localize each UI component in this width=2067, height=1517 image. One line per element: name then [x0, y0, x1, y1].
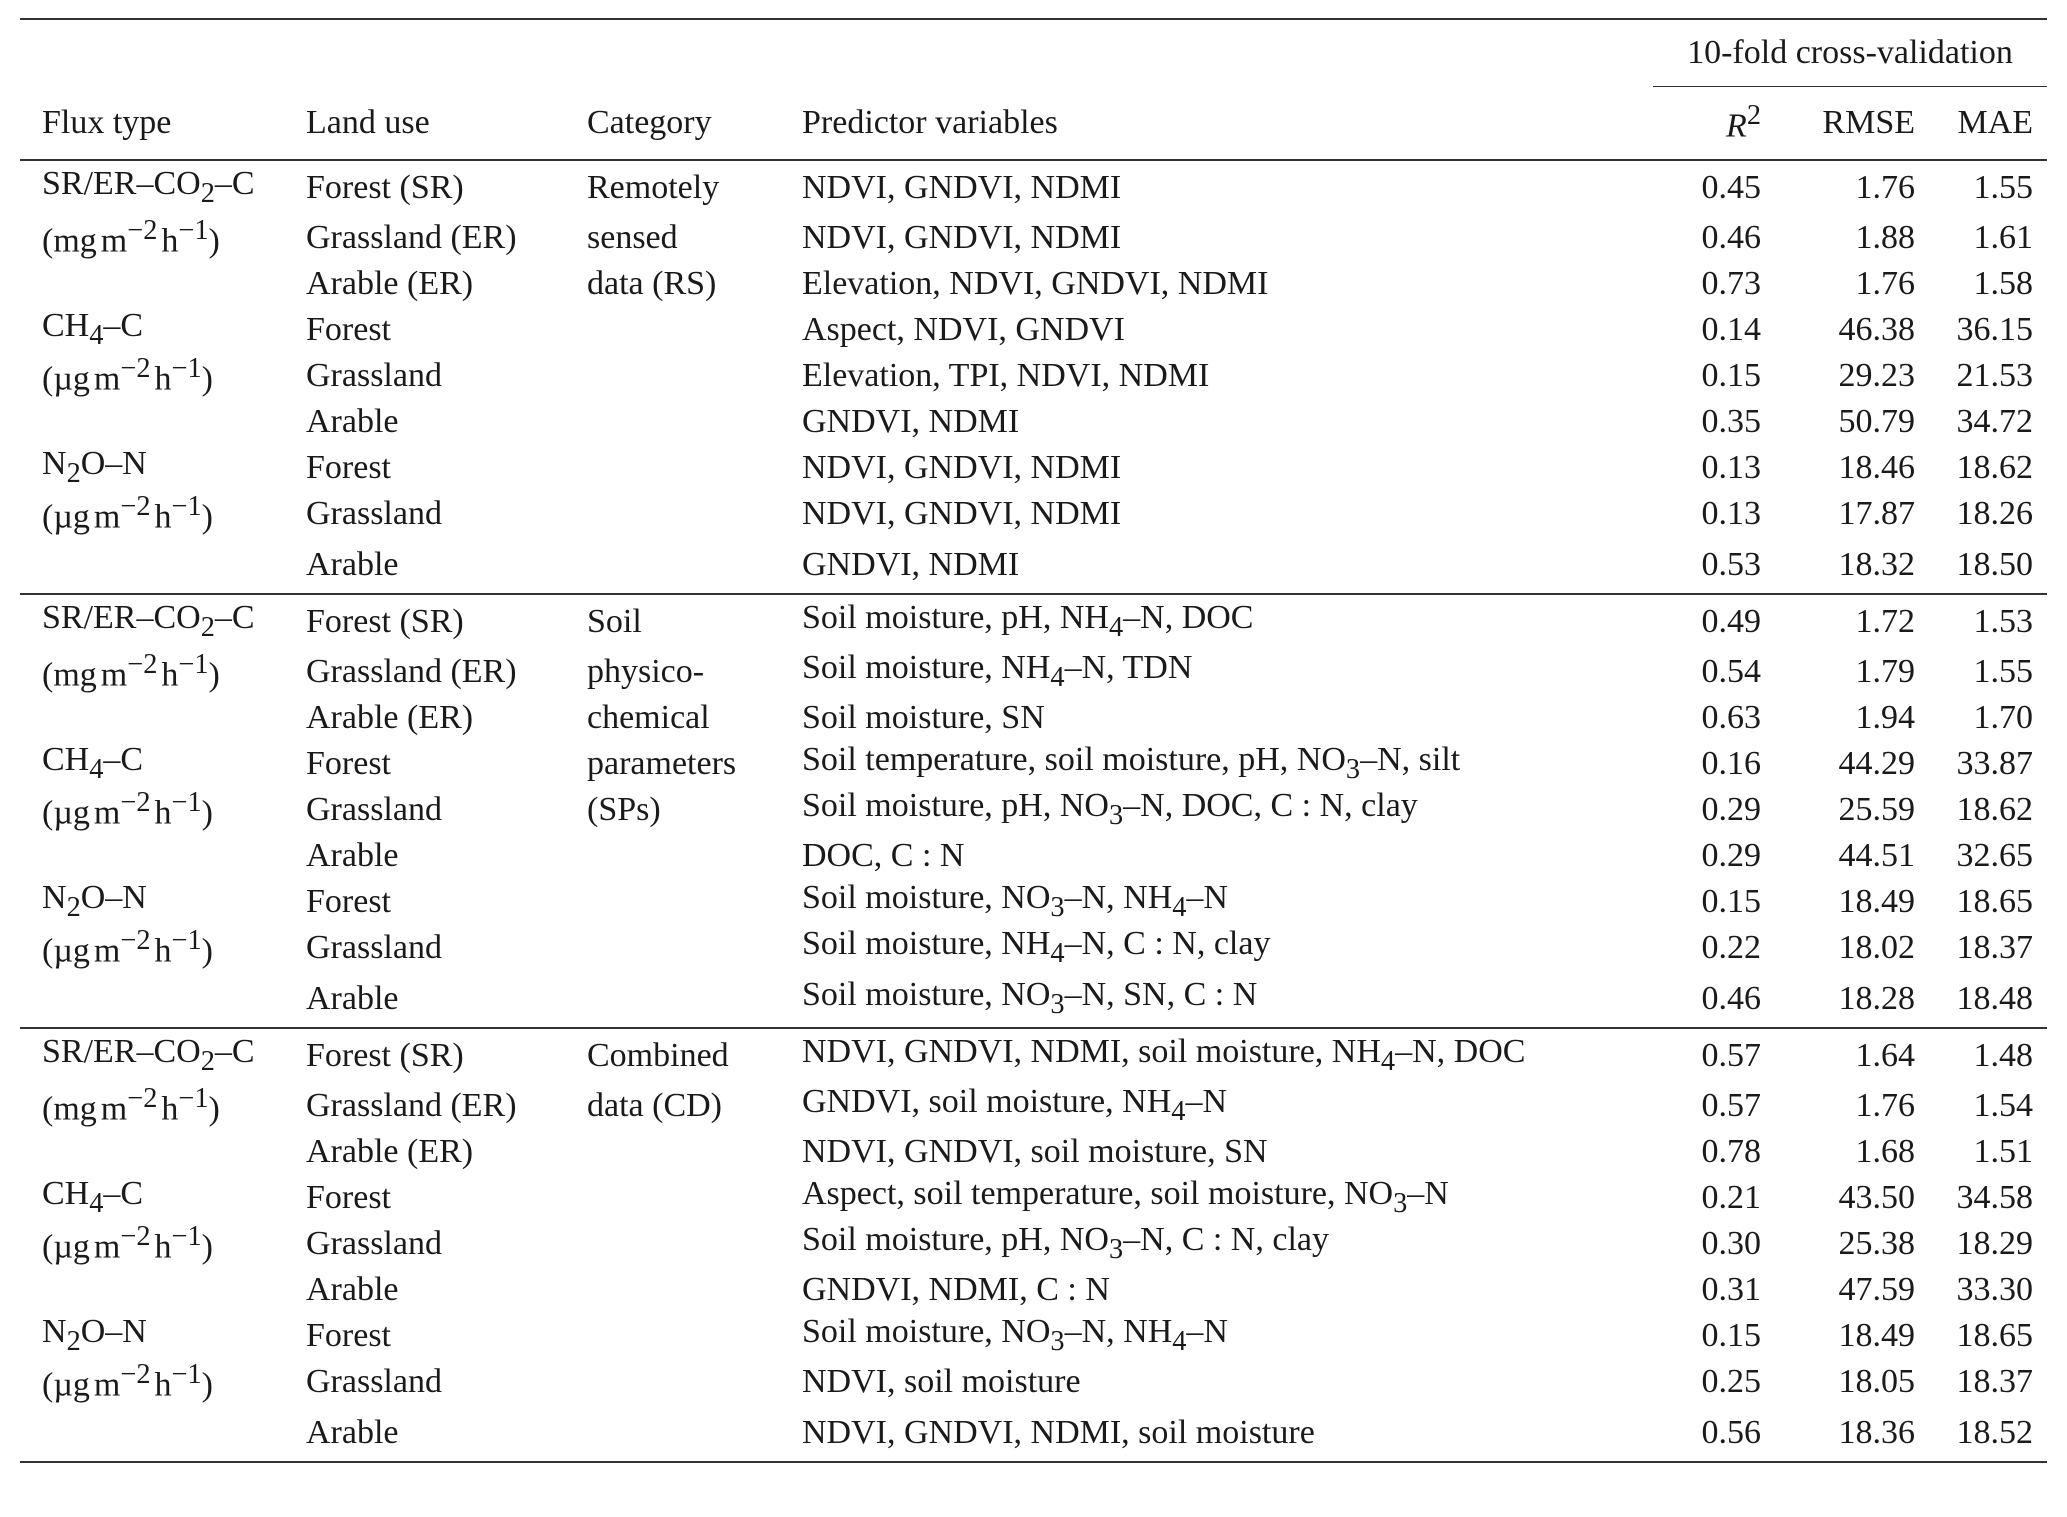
- table-row: [20, 215, 2047, 261]
- table-row: [20, 353, 2047, 399]
- predictor-cell: Soil moisture, $NO_3-N$, $NH_4-N$: [802, 879, 1228, 924]
- r2-cell: 0.13: [1701, 495, 1761, 532]
- rmse-cell: 46.38: [1838, 311, 1915, 348]
- flux-type-ch4: $CH_4-C$: [42, 741, 144, 786]
- table-row: [20, 787, 2047, 833]
- flux-type-ch4: $CH_4-C$: [42, 1175, 144, 1220]
- land-use-cell: Forest: [306, 311, 391, 348]
- flux-type-ch4: $CH_4-C$: [42, 307, 144, 352]
- r2-cell: 0.29: [1701, 837, 1761, 874]
- table-row: [20, 261, 2047, 307]
- r2-cell: 0.30: [1701, 1225, 1761, 1262]
- col-header-predictors: Predictor variables: [802, 103, 1058, 141]
- mae-cell: 1.53: [1915, 594, 2047, 649]
- rmse-cell: 18.02: [1838, 929, 1915, 966]
- table-row: [20, 1267, 2047, 1313]
- r2-cell: 0.22: [1701, 929, 1761, 966]
- category-cell: data (CD): [587, 1087, 723, 1124]
- predictor-cell: Soil temperature, soil moisture, pH, $NO_3-N$, silt: [802, 741, 1461, 786]
- predictor-cell: GNDVI, NDMI: [802, 403, 1020, 440]
- mae-cell: 34.72: [1956, 403, 2033, 440]
- flux-unit-ug: (µg $m^{-2}$ $h^{-1}$): [42, 353, 213, 398]
- predictor-cell: NDVI, GNDVI, NDMI: [802, 160, 1653, 215]
- r2-cell: 0.15: [1701, 883, 1761, 920]
- rmse-cell: 44.29: [1838, 745, 1915, 782]
- rmse-cell: 1.72: [1761, 594, 1915, 649]
- land-use-cell: Arable: [306, 1271, 399, 1308]
- col-header-land-use: Land use: [306, 103, 430, 141]
- rmse-cell: 50.79: [1838, 403, 1915, 440]
- cv-group-header: 10-fold cross-validation: [1653, 20, 2047, 87]
- table-row: [20, 537, 2047, 594]
- flux-unit-ug: (µg $m^{-2}$ $h^{-1}$): [42, 491, 213, 536]
- flux-unit-ug: (µg $m^{-2}$ $h^{-1}$): [42, 925, 213, 970]
- r2-cell: 0.45: [1653, 160, 1761, 215]
- category-cell: parameters: [587, 745, 737, 782]
- table-row: [20, 445, 2047, 491]
- col-header-flux-type: Flux type: [42, 103, 172, 141]
- r2-cell: 0.57: [1701, 1087, 1761, 1124]
- rmse-cell: 18.49: [1838, 1317, 1915, 1354]
- r2-cell: 0.16: [1701, 745, 1761, 782]
- results-table: [20, 18, 2047, 1463]
- mae-cell: 1.48: [1915, 1028, 2047, 1083]
- mae-cell: 1.55: [1915, 160, 2047, 215]
- rmse-cell: 1.68: [1855, 1133, 1915, 1170]
- mae-cell: 1.61: [1973, 219, 2033, 256]
- land-use-cell: Forest: [306, 1317, 391, 1354]
- r2-cell: 0.15: [1701, 1317, 1761, 1354]
- r2-cell: 0.46: [1701, 980, 1761, 1017]
- mae-cell: 18.37: [1956, 929, 2033, 966]
- r2-cell: 0.29: [1701, 791, 1761, 828]
- rmse-cell: 1.64: [1761, 1028, 1915, 1083]
- category-cell: chemical: [587, 699, 710, 736]
- rmse-cell: 47.59: [1838, 1271, 1915, 1308]
- land-use-cell: Forest: [306, 745, 391, 782]
- r2-cell: 0.25: [1701, 1363, 1761, 1400]
- category-cell: Remotely: [587, 160, 802, 215]
- table-row: [20, 1028, 2047, 1083]
- flux-unit-ug: (µg $m^{-2}$ $h^{-1}$): [42, 1359, 213, 1404]
- r2-cell: 0.63: [1701, 699, 1761, 736]
- mae-cell: 1.58: [1973, 265, 2033, 302]
- rmse-cell: 18.32: [1838, 546, 1915, 583]
- r2-cell: 0.35: [1701, 403, 1761, 440]
- rmse-cell: 44.51: [1838, 837, 1915, 874]
- mae-cell: 18.65: [1956, 1317, 2033, 1354]
- mae-cell: 1.55: [1973, 653, 2033, 690]
- predictor-cell: Soil moisture, $NO_3-N$, $NH_4-N$: [802, 1313, 1228, 1358]
- r2-cell: 0.21: [1701, 1179, 1761, 1216]
- table-row: [20, 1129, 2047, 1175]
- mae-cell: 33.87: [1956, 745, 2033, 782]
- land-use-cell: Forest: [306, 883, 391, 920]
- r2-cell: 0.49: [1653, 594, 1761, 649]
- land-use-cell: Grassland (ER): [306, 1087, 517, 1124]
- land-use-cell: Grassland: [306, 357, 442, 394]
- rmse-cell: 18.49: [1838, 883, 1915, 920]
- predictor-cell: Aspect, soil temperature, soil moisture, $NO_3-N$: [802, 1175, 1449, 1220]
- mae-cell: 1.51: [1973, 1133, 2033, 1170]
- predictor-cell: Soil moisture, pH, $NH_4-N$, DOC: [802, 594, 1653, 649]
- predictor-cell: Elevation, TPI, NDVI, NDMI: [802, 357, 1210, 394]
- predictor-cell: DOC, C : N: [802, 837, 965, 874]
- flux-unit-ug: (µg $m^{-2}$ $h^{-1}$): [42, 787, 213, 832]
- mae-cell: 18.62: [1956, 449, 2033, 486]
- rmse-cell: 17.87: [1838, 495, 1915, 532]
- rmse-cell: 1.76: [1855, 1087, 1915, 1124]
- r2-cell: 0.14: [1701, 311, 1761, 348]
- category-cell: Combined: [587, 1028, 802, 1083]
- land-use-cell: Arable: [306, 980, 399, 1017]
- land-use-cell: Grassland: [306, 495, 442, 532]
- category-cell: (SPs): [587, 791, 661, 828]
- category-cell: data (RS): [587, 265, 717, 302]
- table-row: [20, 491, 2047, 537]
- land-use-cell: Grassland (ER): [306, 653, 517, 690]
- mae-cell: 18.37: [1956, 1363, 2033, 1400]
- predictor-cell: NDVI, GNDVI, NDMI: [802, 219, 1122, 256]
- table-row: [20, 1221, 2047, 1267]
- table-row: [20, 1175, 2047, 1221]
- category-cell: physico-: [587, 653, 705, 690]
- land-use-cell: Grassland: [306, 1363, 442, 1400]
- flux-type-n2o: $N_2O-N$: [42, 879, 147, 924]
- r2-cell: 0.57: [1653, 1028, 1761, 1083]
- col-header-mae: MAE: [1957, 104, 2033, 141]
- predictor-cell: Soil moisture, $NH_4-N$, C : N, clay: [802, 925, 1271, 970]
- mae-cell: 21.53: [1956, 357, 2033, 394]
- mae-cell: 18.48: [1956, 980, 2033, 1017]
- col-header-category: Category: [587, 103, 712, 141]
- table-row: [20, 1083, 2047, 1129]
- predictor-cell: GNDVI, NDMI, C : N: [802, 1271, 1110, 1308]
- land-use-cell: Forest (SR): [306, 160, 587, 215]
- rmse-cell: 29.23: [1838, 357, 1915, 394]
- predictor-cell: Elevation, NDVI, GNDVI, NDMI: [802, 265, 1269, 302]
- mae-cell: 1.54: [1973, 1087, 2033, 1124]
- rmse-cell: 25.59: [1838, 791, 1915, 828]
- category-cell: Soil: [587, 594, 802, 649]
- predictor-cell: Soil moisture, SN: [802, 699, 1045, 736]
- rmse-cell: 1.76: [1855, 265, 1915, 302]
- predictor-cell: GNDVI, soil moisture, $NH_4-N$: [802, 1083, 1227, 1128]
- mae-cell: 18.65: [1956, 883, 2033, 920]
- mae-cell: 18.52: [1915, 1405, 2047, 1462]
- r2-cell: 0.13: [1701, 449, 1761, 486]
- predictor-cell: NDVI, GNDVI, NDMI: [802, 449, 1122, 486]
- rmse-cell: 1.79: [1855, 653, 1915, 690]
- predictor-cell: Aspect, NDVI, GNDVI: [802, 311, 1125, 348]
- r2-cell: 0.73: [1701, 265, 1761, 302]
- land-use-cell: Arable (ER): [306, 1133, 474, 1170]
- table-row: [20, 833, 2047, 879]
- predictor-cell: NDVI, soil moisture: [802, 1363, 1081, 1400]
- table-row: [20, 307, 2047, 353]
- table-row: [20, 1359, 2047, 1405]
- rmse-cell: 18.05: [1838, 1363, 1915, 1400]
- land-use-cell: Grassland (ER): [306, 219, 517, 256]
- table-row: [20, 971, 2047, 1028]
- land-use-cell: Forest: [306, 1179, 391, 1216]
- table-row: [20, 399, 2047, 445]
- mae-cell: 18.26: [1956, 495, 2033, 532]
- table-row: [20, 594, 2047, 649]
- table-row: [20, 695, 2047, 741]
- predictor-cell: NDVI, GNDVI, soil moisture, SN: [802, 1133, 1268, 1170]
- predictor-cell: Soil moisture, $NH_4-N$, TDN: [802, 649, 1193, 694]
- predictor-cell: NDVI, GNDVI, NDMI, soil moisture, $NH_4-N$, DOC: [802, 1028, 1653, 1083]
- mae-cell: 32.65: [1956, 837, 2033, 874]
- mae-cell: 36.15: [1956, 311, 2033, 348]
- table-row: [20, 160, 2047, 215]
- rmse-cell: 25.38: [1838, 1225, 1915, 1262]
- land-use-cell: Arable: [306, 837, 399, 874]
- predictor-cell: Soil moisture, pH, $NO_3-N$, DOC, C : N, clay: [802, 787, 1418, 832]
- flux-unit-mg: (mg $m^{-2}$ $h^{-1}$): [42, 649, 220, 694]
- r2-cell: 0.78: [1701, 1133, 1761, 1170]
- flux-type-co2: $SR/ER-CO_2-C$: [20, 160, 306, 215]
- land-use-cell: Arable: [306, 546, 399, 583]
- mae-cell: 33.30: [1956, 1271, 2033, 1308]
- col-header-r2: $R^2$: [1726, 100, 1761, 145]
- land-use-cell: Arable (ER): [306, 265, 474, 302]
- land-use-cell: Forest (SR): [306, 1028, 587, 1083]
- mae-cell: 18.62: [1956, 791, 2033, 828]
- rmse-cell: 43.50: [1838, 1179, 1915, 1216]
- r2-cell: 0.31: [1701, 1271, 1761, 1308]
- rmse-cell: 18.36: [1761, 1405, 1915, 1462]
- flux-type-n2o: $N_2O-N$: [42, 1313, 147, 1358]
- predictor-cell: Soil moisture, $NO_3-N$, SN, C : N: [802, 976, 1258, 1021]
- flux-type-co2: $SR/ER-CO_2-C$: [20, 594, 306, 649]
- flux-unit-mg: (mg $m^{-2}$ $h^{-1}$): [42, 215, 220, 260]
- col-header-rmse: RMSE: [1822, 104, 1915, 141]
- r2-cell: 0.46: [1701, 219, 1761, 256]
- land-use-cell: Forest: [306, 449, 391, 486]
- rmse-cell: 1.88: [1855, 219, 1915, 256]
- rmse-cell: 1.76: [1761, 160, 1915, 215]
- flux-unit-mg: (mg $m^{-2}$ $h^{-1}$): [42, 1083, 220, 1128]
- land-use-cell: Arable (ER): [306, 699, 474, 736]
- land-use-cell: Grassland: [306, 791, 442, 828]
- land-use-cell: Arable: [306, 1405, 587, 1462]
- r2-cell: 0.15: [1701, 357, 1761, 394]
- mae-cell: 18.50: [1956, 546, 2033, 583]
- mae-cell: 18.29: [1956, 1225, 2033, 1262]
- table-row: [20, 649, 2047, 695]
- r2-cell: 0.56: [1653, 1405, 1761, 1462]
- mae-cell: 34.58: [1956, 1179, 2033, 1216]
- flux-type-co2: $SR/ER-CO_2-C$: [20, 1028, 306, 1083]
- rmse-cell: 18.28: [1838, 980, 1915, 1017]
- rmse-cell: 1.94: [1855, 699, 1915, 736]
- table-row: [20, 879, 2047, 925]
- predictor-cell: Soil moisture, pH, $NO_3-N$, C : N, clay: [802, 1221, 1329, 1266]
- table-row: [20, 1405, 2047, 1462]
- predictor-cell: NDVI, GNDVI, NDMI, soil moisture: [802, 1405, 1653, 1462]
- predictor-cell: NDVI, GNDVI, NDMI: [802, 495, 1122, 532]
- land-use-cell: Forest (SR): [306, 594, 587, 649]
- rmse-cell: 18.46: [1838, 449, 1915, 486]
- flux-unit-ug: (µg $m^{-2}$ $h^{-1}$): [42, 1221, 213, 1266]
- land-use-cell: Arable: [306, 403, 399, 440]
- r2-cell: 0.54: [1701, 653, 1761, 690]
- land-use-cell: Grassland: [306, 1225, 442, 1262]
- r2-cell: 0.53: [1701, 546, 1761, 583]
- land-use-cell: Grassland: [306, 929, 442, 966]
- predictor-cell: GNDVI, NDMI: [802, 546, 1020, 583]
- category-cell: sensed: [587, 219, 678, 256]
- table-row: [20, 925, 2047, 971]
- table-row: [20, 741, 2047, 787]
- table-row: [20, 1313, 2047, 1359]
- mae-cell: 1.70: [1973, 699, 2033, 736]
- flux-type-n2o: $N_2O-N$: [42, 445, 147, 490]
